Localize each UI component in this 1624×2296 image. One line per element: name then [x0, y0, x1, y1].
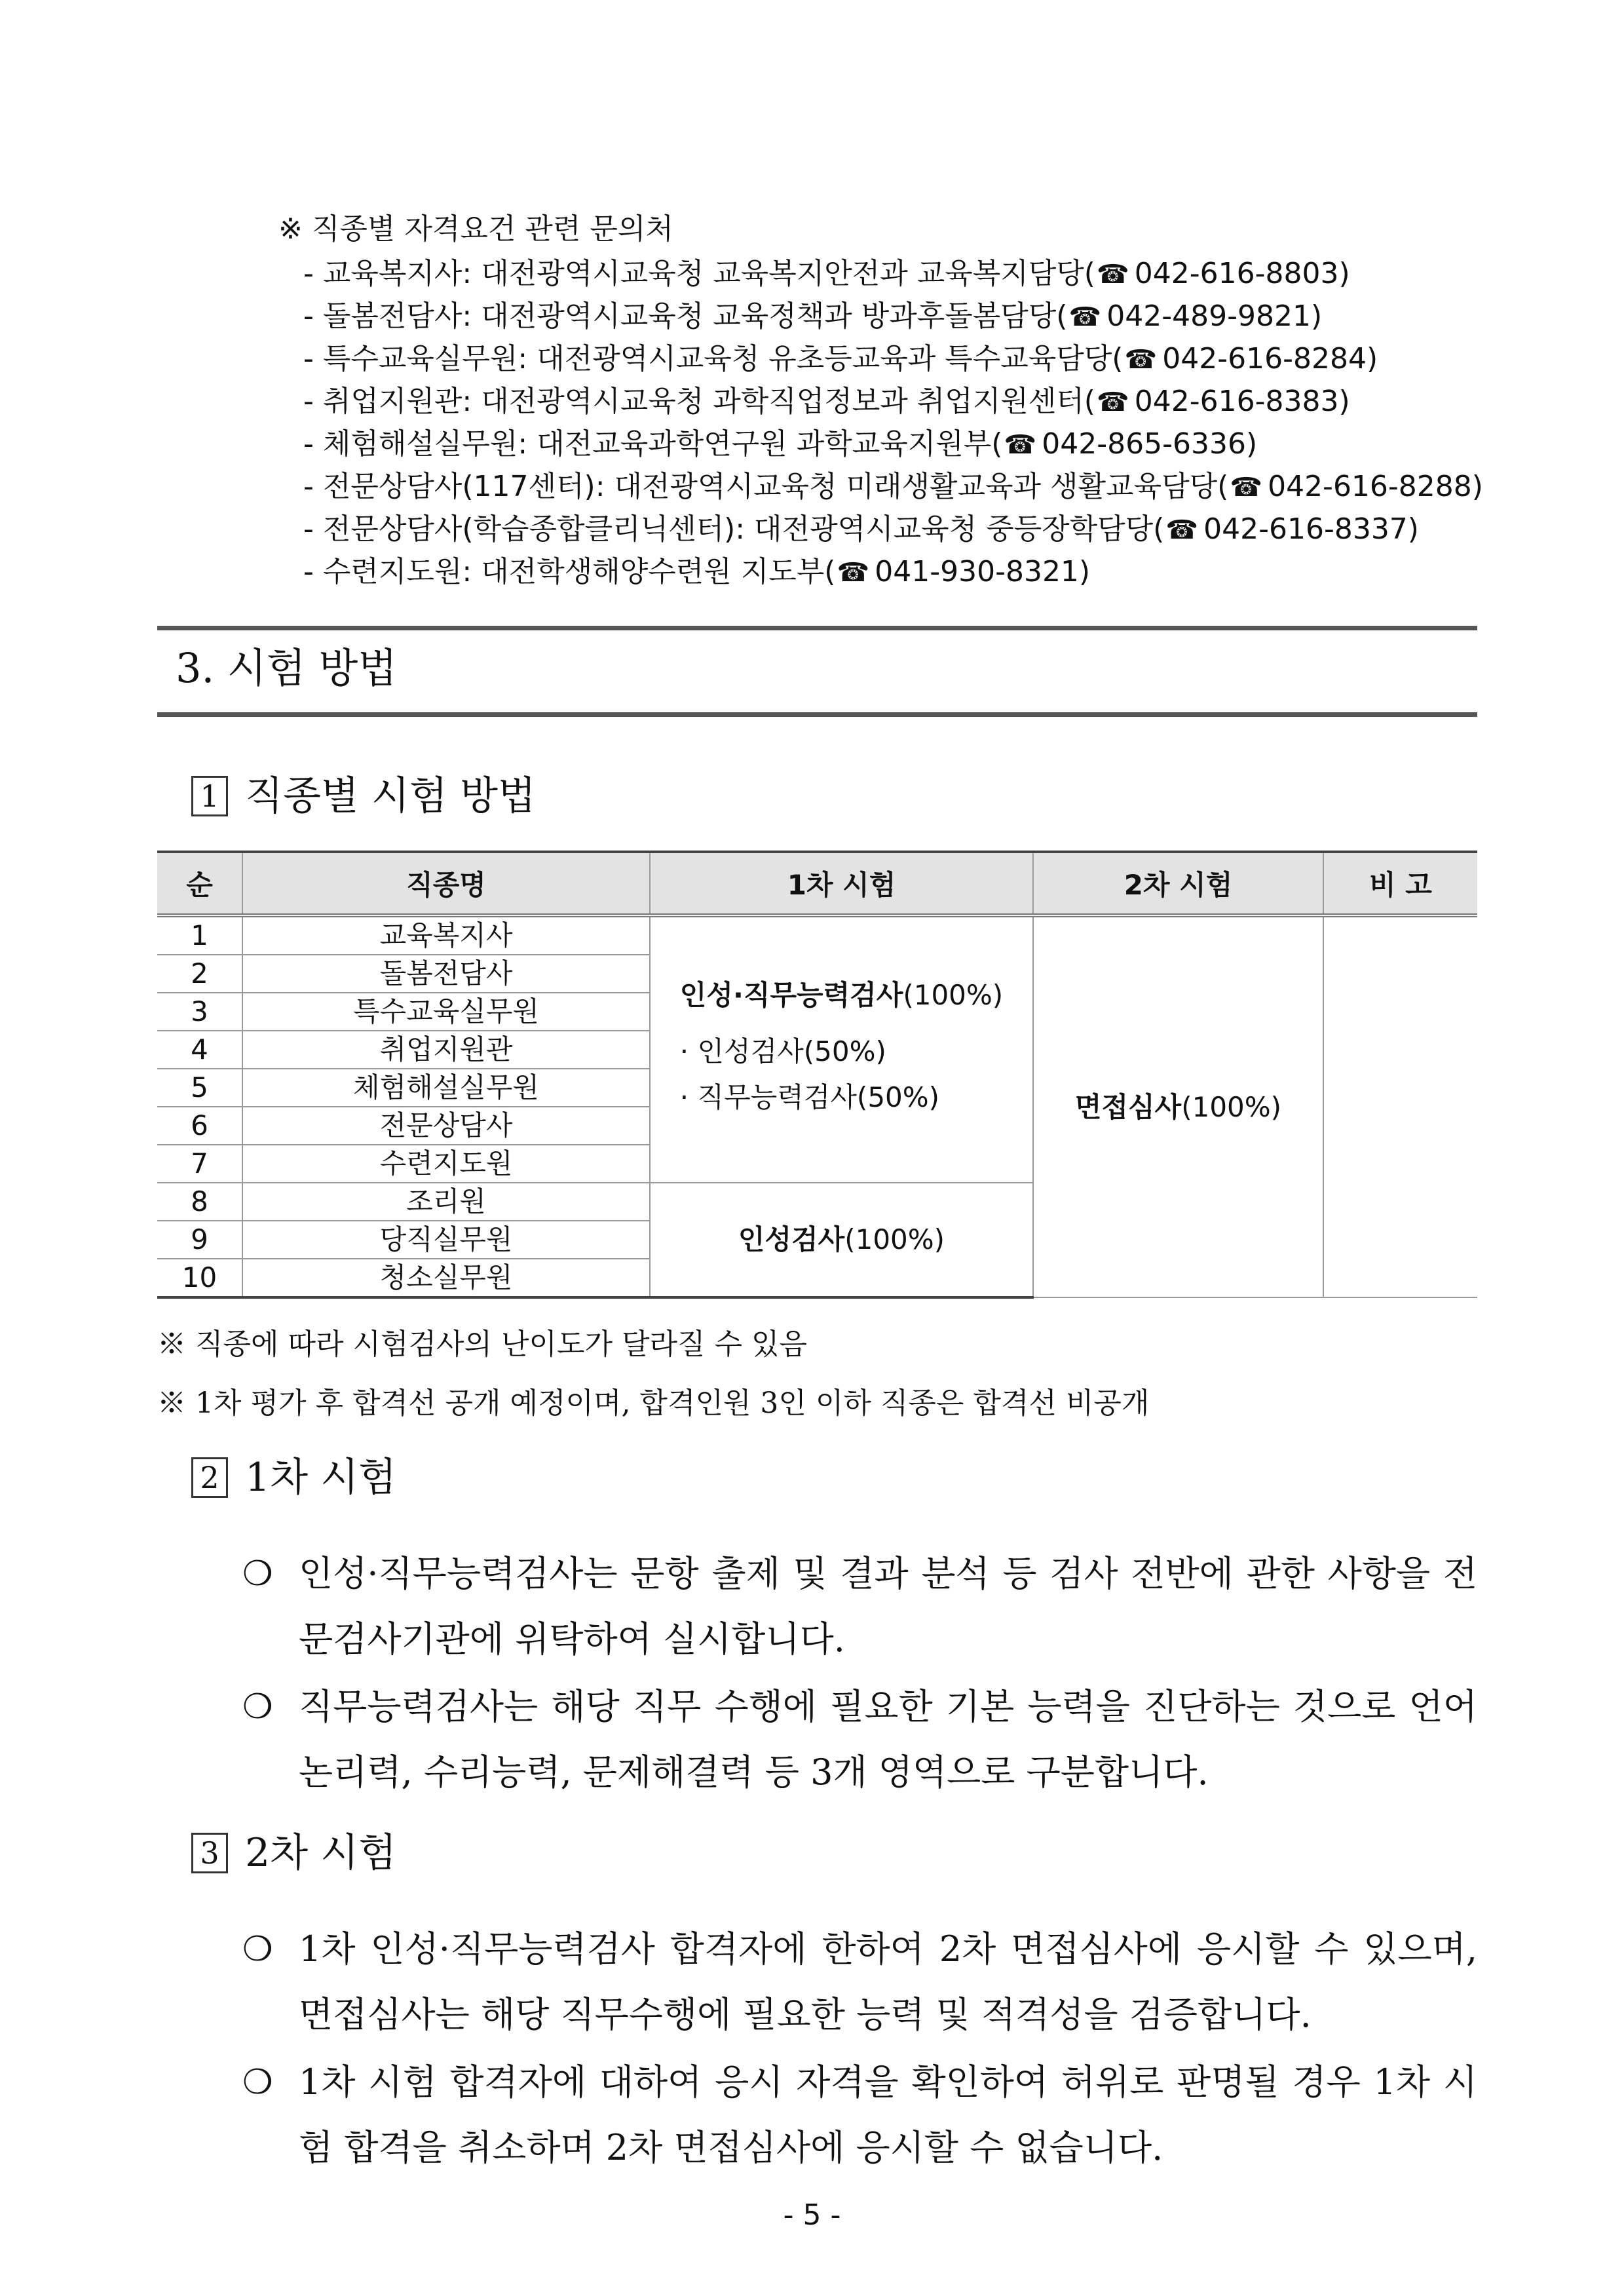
contact-item	[278, 551, 1523, 594]
contact-text: - 돌봄전담사: 대전광역시교육청 교육정책과 방과후돌봄담당(	[303, 299, 1068, 333]
contact-phone: 042-616-8803)	[1134, 257, 1350, 290]
phone-icon: ☎	[837, 558, 870, 588]
subsection-title: 1차 시험	[245, 1455, 397, 1501]
phone-icon: ☎	[1230, 472, 1263, 503]
cell-exam1-group-b	[650, 1183, 1033, 1297]
page-number: - 5 -	[783, 2198, 841, 2232]
cell-job: 특수교육실무원	[242, 993, 650, 1031]
subsection-title: 직종별 시험 방법	[245, 773, 536, 819]
note: ※ 직종에 따라 시험검사의 난이도가 달라질 수 있음	[157, 1328, 807, 1361]
paragraph-text: 1차 시험 합격자에 대하여 응시 자격을 확인하여 허위로 판명될 경우 1차 시험 합격을 취소하며 2차 면접심사에 응시할 수 없습니다.	[299, 2061, 1477, 2168]
contact-text: - 체험해설실무원: 대전교육과학연구원 과학교육지원부(	[303, 427, 1003, 461]
header-job: 직종명	[242, 852, 650, 915]
contact-phone: 042-616-8337)	[1203, 512, 1419, 546]
section-title: 3. 시험 방법	[176, 644, 398, 692]
cell-job: 수련지도원	[242, 1145, 650, 1183]
paragraph-text: 인성·직무능력검사는 문항 출제 및 결과 분석 등 검사 전반에 관한 사항을 전문검사기관에 위탁하여 실시합니다.	[299, 1553, 1477, 1660]
paragraph	[242, 2050, 1477, 2181]
subsection-heading-2	[191, 1451, 396, 1504]
cell-no: 7	[157, 1145, 242, 1183]
header-exam2: 2차 시험	[1033, 852, 1323, 915]
exam1-sub1: · 인성검사(50%)	[679, 1035, 886, 1067]
cell-job: 체험해설실무원	[242, 1069, 650, 1107]
cell-no: 9	[157, 1221, 242, 1259]
paragraph-text: 직무능력검사는 해당 직무 수행에 필요한 기본 능력을 진단하는 것으로 언어 논리력, 수리능력, 문제해결력 등 3개 영역으로 구분합니다.	[299, 1686, 1477, 1793]
header-exam1: 1차 시험	[650, 852, 1033, 915]
phone-icon: ☎	[1096, 259, 1129, 290]
section-rule-bottom	[157, 712, 1477, 717]
cell-no: 8	[157, 1183, 242, 1221]
contact-text: - 취업지원관: 대전광역시교육청 과학직업정보과 취업지원센터(	[303, 385, 1095, 418]
cell-job: 청소실무원	[242, 1259, 650, 1297]
contact-phone: 042-489-9821)	[1106, 299, 1323, 333]
cell-no: 3	[157, 993, 242, 1031]
circle-bullet-icon: ❍	[242, 1930, 273, 1969]
cell-no: 6	[157, 1107, 242, 1145]
subsection-heading-3	[191, 1827, 396, 1879]
cell-job: 교육복지사	[242, 915, 650, 955]
section-rule-top	[157, 626, 1477, 630]
exam1b-main: 인성검사	[738, 1223, 845, 1255]
phone-icon: ☎	[1165, 515, 1199, 545]
cell-job: 조리원	[242, 1183, 650, 1221]
cell-no: 5	[157, 1069, 242, 1107]
paragraph	[242, 1674, 1477, 1805]
contact-item	[278, 338, 1523, 381]
phone-icon: ☎	[1068, 302, 1102, 332]
contact-item	[278, 508, 1523, 551]
cell-exam2	[1033, 915, 1323, 1297]
number-box: 1	[191, 776, 228, 816]
exam1b-main-pct: (100%)	[844, 1223, 945, 1255]
contact-text: - 전문상담사(학습종합클리닉센터): 대전광역시교육청 중등장학담당(	[303, 512, 1165, 546]
circle-bullet-icon: ❍	[242, 2063, 273, 2102]
header-no: 순	[157, 852, 242, 915]
circle-bullet-icon: ❍	[242, 1554, 273, 1594]
contact-item	[278, 296, 1523, 338]
cell-job: 당직실무원	[242, 1221, 650, 1259]
contact-phone: 042-616-8383)	[1134, 385, 1350, 418]
table-row	[157, 915, 1477, 955]
paragraph	[242, 1917, 1477, 2048]
header-remark: 비 고	[1323, 852, 1477, 915]
contact-item	[278, 253, 1523, 296]
exam-method-table	[157, 851, 1477, 1299]
contact-item	[278, 466, 1523, 508]
circle-bullet-icon: ❍	[242, 1687, 273, 1727]
contact-text: - 교육복지사: 대전광역시교육청 교육복지안전과 교육복지담당(	[303, 257, 1095, 290]
exam1-sub2: · 직무능력검사(50%)	[679, 1081, 940, 1113]
contact-phone: 042-616-8284)	[1162, 342, 1378, 375]
number-box: 3	[191, 1833, 228, 1873]
phone-icon: ☎	[1004, 430, 1037, 460]
cell-remark	[1323, 915, 1477, 1297]
cell-job: 돌봄전담사	[242, 955, 650, 993]
exam1-main-pct: (100%)	[903, 979, 1004, 1011]
paragraph	[242, 1541, 1477, 1672]
contact-phone: 041-930-8321)	[875, 555, 1091, 588]
cell-exam1-group-a	[650, 915, 1033, 1183]
exam1-main: 인성·직무능력검사	[679, 979, 903, 1011]
subsection-title: 2차 시험	[245, 1830, 397, 1876]
cell-no: 4	[157, 1031, 242, 1069]
table-header-row	[157, 852, 1477, 915]
subsection-heading-1	[191, 770, 536, 822]
cell-no: 1	[157, 915, 242, 955]
cell-job: 전문상담사	[242, 1107, 650, 1145]
paragraph-text: 1차 인성·직무능력검사 합격자에 한하여 2차 면접심사에 응시할 수 있으며, 면접심사는 해당 직무수행에 필요한 능력 및 적격성을 검증합니다.	[299, 1928, 1477, 2035]
number-box: 2	[191, 1457, 228, 1498]
cell-job: 취업지원관	[242, 1031, 650, 1069]
phone-icon: ☎	[1096, 387, 1129, 417]
exam2-main: 면접심사	[1074, 1090, 1182, 1123]
contact-phone: 042-616-8288)	[1268, 470, 1483, 503]
contact-item	[278, 423, 1523, 466]
contact-heading: ※ 직종별 자격요건 관련 문의처	[278, 212, 673, 246]
contact-text: - 전문상담사(117센터): 대전광역시교육청 미래생활교육과 생활교육담당(	[303, 470, 1229, 503]
contact-phone: 042-865-6336)	[1042, 427, 1258, 461]
contact-list	[278, 208, 1523, 594]
phone-icon: ☎	[1124, 345, 1158, 375]
note: ※ 1차 평가 후 합격선 공개 예정이며, 합격인원 3인 이하 직종은 합격선 비공개	[157, 1387, 1150, 1420]
contact-text: - 수련지도원: 대전학생해양수련원 지도부(	[303, 555, 836, 588]
contact-text: - 특수교육실무원: 대전광역시교육청 유초등교육과 특수교육담당(	[303, 342, 1124, 375]
cell-no: 10	[157, 1259, 242, 1297]
exam2-main-pct: (100%)	[1181, 1090, 1282, 1123]
cell-no: 2	[157, 955, 242, 993]
contact-item	[278, 381, 1523, 423]
